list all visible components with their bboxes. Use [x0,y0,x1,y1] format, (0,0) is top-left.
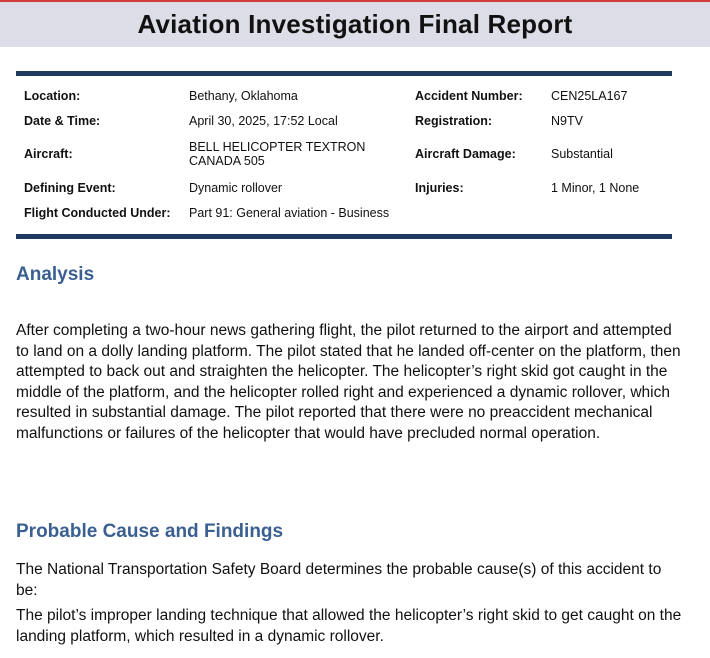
registration-label: Registration: [415,113,493,128]
info-row-aircraft [16,133,672,175]
title-bar [0,2,710,47]
datetime-value: April 30, 2025, 17:52 Local [189,113,338,128]
location-label: Location: [24,88,81,103]
aircraft-damage-label: Aircraft Damage: [415,147,516,161]
injuries-value: 1 Minor, 1 None [551,180,640,195]
accident-number-label: Accident Number: [415,88,523,103]
injuries-label: Injuries: [415,180,464,195]
report-title: Aviation Investigation Final Report [137,9,573,39]
probable-cause-paragraph: The pilot’s improper landing technique that allowed the helicopter’s right skid to get caught on the landing platform, which resulted in a dynamic rollover. [16,607,682,645]
analysis-heading: Analysis [16,264,95,285]
table-top-rule [16,71,672,76]
info-row-location [16,83,672,108]
info-row-flight [16,200,672,225]
analysis-paragraph: After completing a two-hour news gathering flight, the pilot returned to the airport and attempted to land on a dolly landing platform. The pilot stated that he landed off-center on the platform, then attempted to back out and straighten the helicopter. The helicopter’s right skid got caught in the middle of the platform, and the helicopter rolled right and experienced a dynamic rollover, which resulted in substantial damage. The pilot reported that there were no preaccident mechanical malfunctions or failures of the helicopter that would have precluded normal operation. [16,322,681,442]
flight-conducted-value: Part 91: General aviation - Business [189,205,390,220]
flight-conducted-label: Flight Conducted Under: [24,205,171,220]
registration-value: N9TV [551,113,583,128]
report-info-table [16,83,672,225]
aircraft-value: BELL HELICOPTER TEXTRON CANADA 505 [189,140,366,168]
defining-event-value: Dynamic rollover [189,180,283,195]
datetime-label: Date & Time: [24,113,101,128]
accident-number-value: CEN25LA167 [551,88,628,103]
info-row-datetime [16,108,672,133]
probable-cause-heading: Probable Cause and Findings [16,521,284,542]
aircraft-damage-value: Substantial [551,147,613,161]
aircraft-label: Aircraft: [24,147,73,161]
defining-event-label: Defining Event: [24,180,116,195]
probable-cause-intro: The National Transportation Safety Board determines the probable cause(s) of this accident to be: [16,561,662,599]
table-bottom-rule [16,234,672,239]
location-value: Bethany, Oklahoma [189,88,298,103]
info-row-event [16,175,672,200]
